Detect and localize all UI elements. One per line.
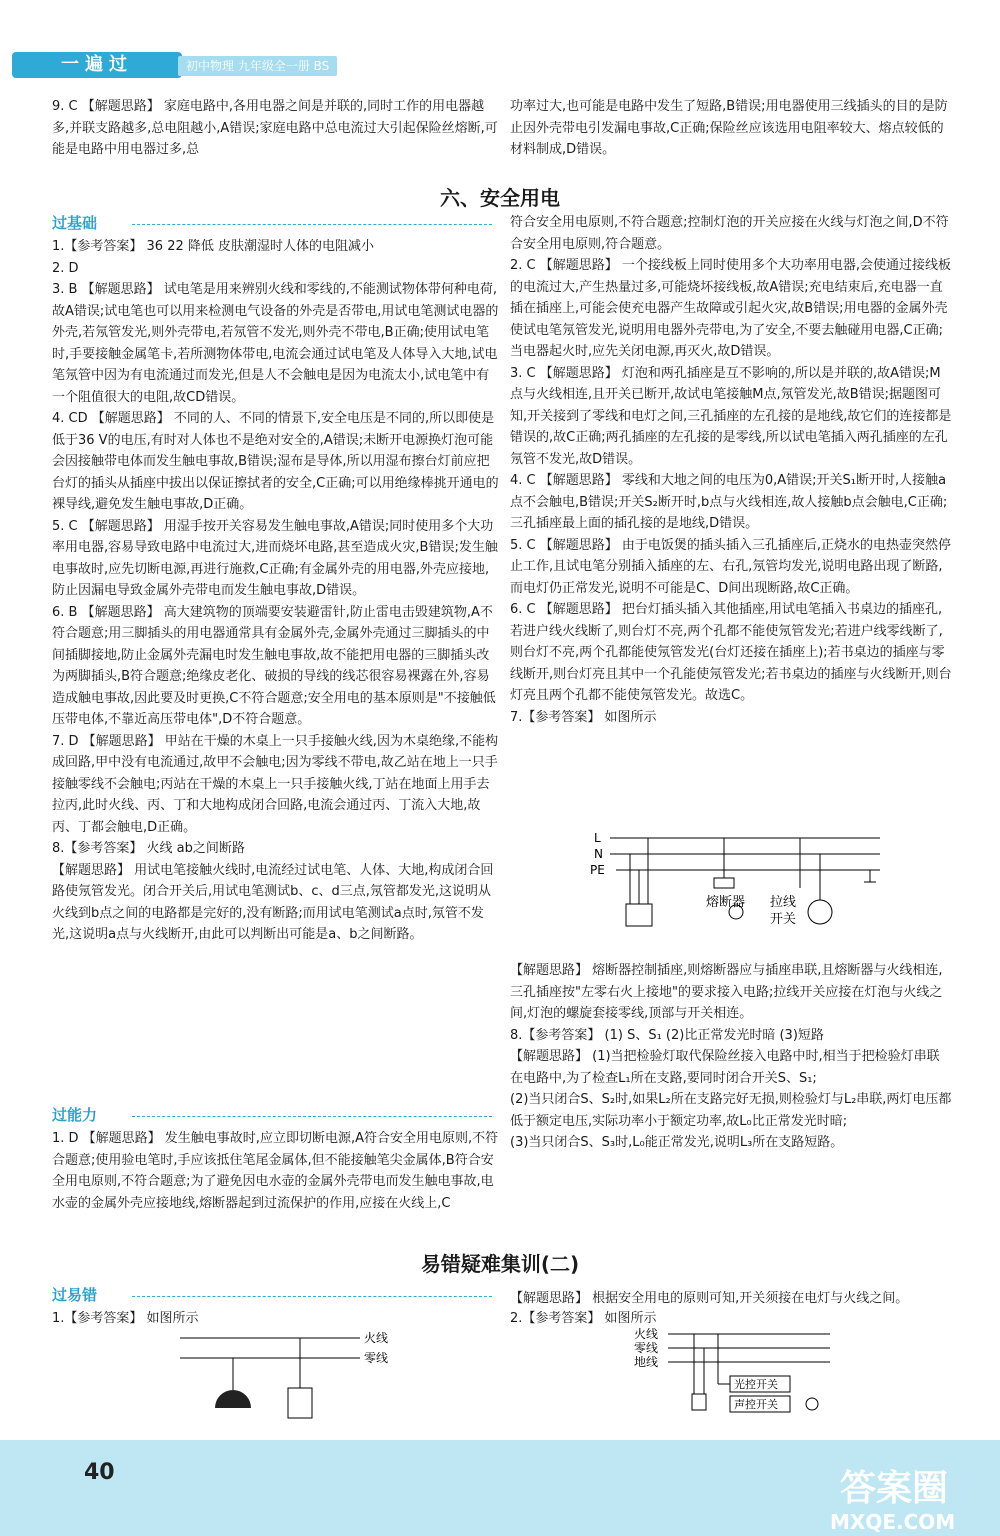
section6-title: 六、安全用电 (440, 186, 560, 210)
svg-text:火线: 火线 (634, 1327, 659, 1341)
label-PE: PE (590, 863, 605, 877)
svg-text:声控开关: 声控开关 (734, 1398, 778, 1411)
figure-err2-circuit (630, 1324, 850, 1424)
svg-text:零线: 零线 (634, 1341, 659, 1355)
svg-text:火线: 火线 (364, 1331, 389, 1345)
svg-text:零线: 零线 (364, 1351, 389, 1365)
guoyicuo-header: 过易错 (52, 1284, 500, 1306)
label-N: N (594, 847, 603, 861)
figure-7-circuit (590, 828, 900, 960)
label-L: L (594, 831, 601, 845)
svg-text:地线: 地线 (634, 1355, 659, 1369)
page-number: 40 (84, 1460, 115, 1485)
switch-label-1: 拉线 (770, 895, 797, 910)
top-left-text: 9. C 【解题思路】 家庭电路中,各用电器之间是并联的,同时工作的用电器越多,并联支路越多,总电阻越小,A错误;家庭电路中总电流过大引起保险丝熔断,可能是电路中用电器过多,总 (52, 99, 498, 157)
error-section-title: 易错疑难集训(二) (420, 1252, 580, 1276)
error-right-text: 【解题思路】 根据安全用电的原则可知,开关须接在电灯与火线之间。 (510, 1291, 909, 1306)
top-right-text: 功率过大,也可能是电路中发生了短路,B错误;用电器使用三线插头的目的是防止因外壳带电引发漏电事故,C正确;保险丝应该选用电阻率较大、熔点较低的材料制成,D错误。 (510, 99, 948, 157)
brand-logo: 一遍过 (12, 52, 182, 78)
watermark-site: MXQE.COM (830, 1510, 956, 1534)
left-column-answers: 1.【参考答案】 36 22 降低 皮肤潮湿时人体的电阻减小 2. D 3. B 【解题思路】 试电笔是用来辨别火线和零线的,不能测试物体带何种电荷,故A错误;试电笔也可以用来检测电气设备的外壳是否带电,用试电笔测试电器的外壳,若氖管发光,则外壳带电,若氖管不发光,则外壳不带电,B正确;使用试电笔时,手要接触金属笔卡,若所测物体带电,电流会通过试电笔及人体导入大地,试电笔氖管中因为有电流通过而发光,但是人不会触电是因为电流太小,试电笔中有一个阻值很大的电阻,故CD错误。 4. CD 【解题思路】 不同的人、不同的情景下,安全电压是不同的,所以即使是低于36 V的电压,有时对人体也不是绝对安全的,A错误;未断开电源换灯泡可能会因接触带电体而发生触电事故,B错误;湿布是导体,所以用湿布擦台灯前应把台灯的插头从插座中拔出以保证擦拭者的安全,C正确;可以用绝缘棒挑开通电的裸导线,避免发生触电事故,D正确。 5. C 【解题思路】 用湿手按开关容易发生触电事故,A错误;同时使用多个大功率用电器,容易导致电路中电流过大,进而烧坏电路,甚至造成火灾,B错误;发生触电事故时,应先切断电源,再进行施救,C正确;有金属外壳的用电器,外壳应接地,防止因漏电导致金属外壳带电而发生触电事故,D错误。 6. B 【解题思路】 高大建筑物的顶端要安装避雷针,防止雷电击毁建筑物,A不符合题意;用三脚插头的用电器通常具有金属外壳,金属外壳通过三脚插头的中间插脚接地,防止金属外壳漏电时发生触电事故,故不能把用电器的三脚插头改为两脚插头,B符合题意;绝缘皮老化、破损的导线的线芯很容易裸露在外,容易造成触电事故,因此要及时更换,C不符合题意;安全用电的基本原则是"不接触低压带电体,不靠近高压带电体",D不符合题意。 7. D 【解题思路】 甲站在干燥的木桌上一只手接触火线,因为木桌绝缘,不能构成回路,甲中没有电流通过,故甲不会触电;因为零线不带电,故乙站在地上一只手接触零线不会触电;丙站在干燥的木桌上一只手接触火线,丁站在地面上用手去拉丙,此时火线、丙、丁和大地构成闭合回路,电流会通过丙、丁流入大地,故丙、丁都会触电,D正确。 8.【参考答案】 火线 ab之间断路 【解题思路】 用试电笔接触火线时,电流经过试电笔、人体、大地,构成闭合回路使氖管发光。闭合开关后,用试电笔测试b、c、d三点,氖管都发光,这说明从火线到b点之间的电路都是完好的,没有断路;而用试电笔测试a点时,氖管不发光,这说明a点与火线断开,由此可以判断出可能是a、b之间断路。 (52, 239, 499, 942)
right-column-q7-8: 【解题思路】 熔断器控制插座,则熔断器应与插座串联,且熔断器与火线相连,三孔插座按"左零右火上接地"的要求接入电路;拉线开关应接在灯泡与火线之间,灯泡的螺旋套接零线,顶部与开关相连。 8.【参考答案】 (1) S、S₁ (2)比正常发光时暗 (3)短路 【解题思路】 (1)当把检验灯取代保险丝接入电路中时,相当于把检验灯串联在电路中,为了检查L₁所在支路,要同时闭合开关S、S₁; (2)当只闭合S、S₂时,如果L₂所在支路完好无损,则检验灯与L₂串联,两灯电压都低于额定电压,实际功率小于额定功率,故L₀比正常发光时暗; (3)当只闭合S、S₃时,L₀能正常发光,说明L₃所在支路短路。 (510, 963, 952, 1150)
switch-label-2: 开关 (770, 912, 797, 927)
error-q1: 1.【参考答案】 如图所示 (52, 1311, 199, 1326)
left-column-ability: 1. D 【解题思路】 发生触电事故时,应立即切断电源,A符合安全用电原则,不符合题意;使用验电笔时,手应该抵住笔尾金属体,但不能接触笔尖金属体,B符合安全用电原则,不符合题意;为了避免因电水壶的金属外壳带电而发生触电事故,电水壶的金属外壳应接地线,熔断器起到过流保护的作用,应接在火线上,C (52, 1131, 499, 1211)
fuse-label: 熔断器 (706, 895, 746, 910)
header-bar (0, 0, 1000, 80)
watermark: 答案圈 (840, 1468, 949, 1509)
right-column-answers: 符合安全用电原则,不符合题意;控制灯泡的开关应接在火线与灯泡之间,D不符合安全用电原则,符合题意。 2. C 【解题思路】 一个接线板上同时使用多个大功率用电器,会使通过接线板的电流过大,产生热量过多,可能烧坏接线板,故A错误;充电结束后,充电器一直插在插座上,可能会使充电器产生故障或引起火灾,故B错误;用电器的金属外壳使试电笔氖管发光,说明用电器外壳带电,为了安全,不要去触碰用电器,C正确;当电器起火时,应先关闭电源,再灭火,故D错误。 3. C 【解题思路】 灯泡和两孔插座是互不影响的,所以是并联的,故A错误;M点与火线相连,且开关已断开,故试电笔接触M点,氖管发光,故B错误;据题图可知,开关接到了零线和电灯之间,三孔插座的左孔接的是地线,故它们的连接都是错误的,故C正确;两孔插座的左孔接的是零线,所以试电笔插入两孔插座的左孔氖管不发光,故D错误。 4. C 【解题思路】 零线和大地之间的电压为0,A错误;开关S₁断开时,人接触a点不会触电,B错误;开关S₂断开时,b点与火线相连,故人接触b点会触电,C正确;三孔插座最上面的插孔接的是地线,D错误。 5. C 【解题思路】 由于电饭煲的插头插入三孔插座后,正烧水的电热壶突然停止工作,且试电笔分别插入插座的左、右孔,氖管均发光,说明电路出现了断路,而电灯仍正常发光,说明不可能是C、D间出现断路,故C正确。 6. C 【解题思路】 把台灯插头插入其他插座,用试电笔插入书桌边的插座孔,若进户线火线断了,则台灯不亮,两个孔都不能使氖管发光;若进户线零线断了,则台灯不亮,两个孔都能使氖管发光(台灯还接在插座上);若书桌边的插座与零线断开,则台灯亮且其中一个孔能使氖管发光;若书桌边的插座与火线断开,则台灯亮且两个孔都不能使氖管发光。故选C。 7.【参考答案】 如图所示 (510, 215, 952, 725)
series-label: 初中物理 九年级全一册 BS (178, 56, 337, 76)
error-q2: 2.【参考答案】 如图所示 (510, 1311, 657, 1326)
guojichu-header: 过基础 (52, 212, 500, 234)
svg-text:光控开关: 光控开关 (734, 1378, 778, 1391)
guonengli-header: 过能力 (52, 1104, 500, 1126)
figure-err1-circuit (170, 1328, 430, 1428)
